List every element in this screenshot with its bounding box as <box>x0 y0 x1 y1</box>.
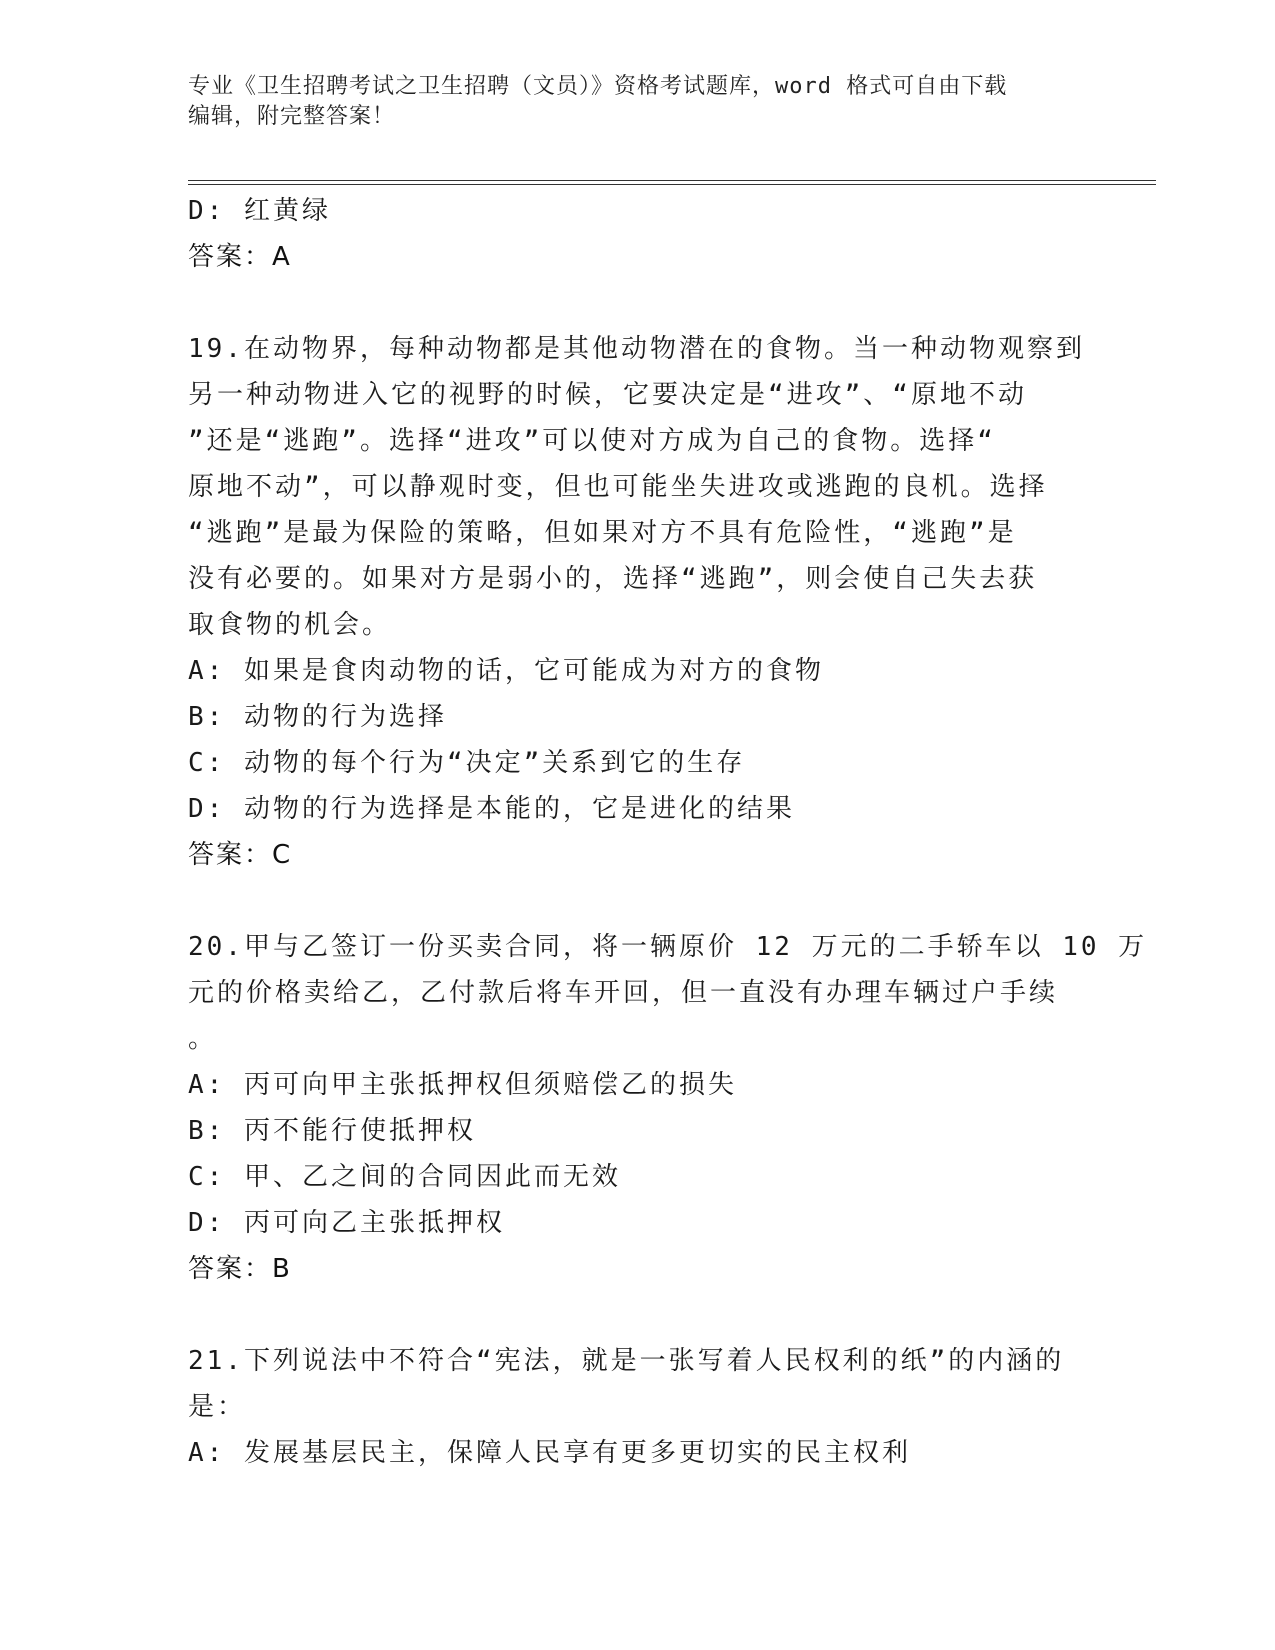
option-b: B: 丙不能行使抵押权 <box>188 1116 476 1146</box>
question-text-line: 没有必要的。如果对方是弱小的，选择“逃跑”，则会使自己失去获 <box>188 564 1038 594</box>
answer-line: 答案：A <box>188 242 292 272</box>
previous-question-tail <box>188 188 1088 280</box>
question-text-line: 20.甲与乙签订一份买卖合同，将一辆原价 12 万元的二手轿车以 10 万 <box>188 932 1148 962</box>
option-b: B: 动物的行为选择 <box>188 702 447 732</box>
question-text-line: ”还是“逃跑”。选择“进攻”可以使对方成为自己的食物。选择“ <box>188 426 996 456</box>
header-divider-bottom <box>188 184 1156 185</box>
question-text-line: “逃跑”是最为保险的策略，但如果对方不具有危险性，“逃跑”是 <box>188 518 1017 548</box>
question-text-line: 19.在动物界，每种动物都是其他动物潜在的食物。当一种动物观察到 <box>188 334 1085 364</box>
option-d: D: 动物的行为选择是本能的，它是进化的结果 <box>188 794 795 824</box>
answer-line: 答案：B <box>188 1254 292 1284</box>
question-text-line: 21.下列说法中不符合“宪法，就是一张写着人民权利的纸”的内涵的 <box>188 1346 1065 1376</box>
document-header <box>188 72 1088 132</box>
question-text-line: 是： <box>188 1392 247 1422</box>
spacer <box>188 1292 1088 1338</box>
question-20 <box>188 924 1148 1292</box>
option-a: A: 丙可向甲主张抵押权但须赔偿乙的损失 <box>188 1070 737 1100</box>
header-line-2: 编辑，附完整答案！ <box>188 104 396 129</box>
question-text-line: 。 <box>188 1024 218 1054</box>
option-d: D: 丙可向乙主张抵押权 <box>188 1208 505 1238</box>
document-body <box>188 188 1148 1476</box>
question-21 <box>188 1338 1088 1476</box>
option-d: D: 红黄绿 <box>188 196 331 226</box>
header-line-1: 专业《卫生招聘考试之卫生招聘（文员）》资格考试题库，word 格式可自由下载 <box>188 74 1008 99</box>
option-a: A: 发展基层民主，保障人民享有更多更切实的民主权利 <box>188 1438 911 1468</box>
question-text-line: 取食物的机会。 <box>188 610 392 640</box>
header-divider-top <box>188 180 1156 181</box>
question-text-line: 原地不动”，可以静观时变，但也可能坐失进攻或逃跑的良机。选择 <box>188 472 1048 502</box>
option-c: C: 动物的每个行为“决定”关系到它的生存 <box>188 748 746 778</box>
spacer <box>188 280 1088 326</box>
answer-line: 答案：C <box>188 840 293 870</box>
option-a: A: 如果是食肉动物的话，它可能成为对方的食物 <box>188 656 824 686</box>
spacer <box>188 878 1088 924</box>
question-19 <box>188 326 1088 878</box>
question-text-line: 元的价格卖给乙，乙付款后将车开回，但一直没有办理车辆过户手续 <box>188 978 1059 1008</box>
question-text-line: 另一种动物进入它的视野的时候，它要决定是“进攻”、“原地不动 <box>188 380 1027 410</box>
option-c: C: 甲、乙之间的合同因此而无效 <box>188 1162 621 1192</box>
